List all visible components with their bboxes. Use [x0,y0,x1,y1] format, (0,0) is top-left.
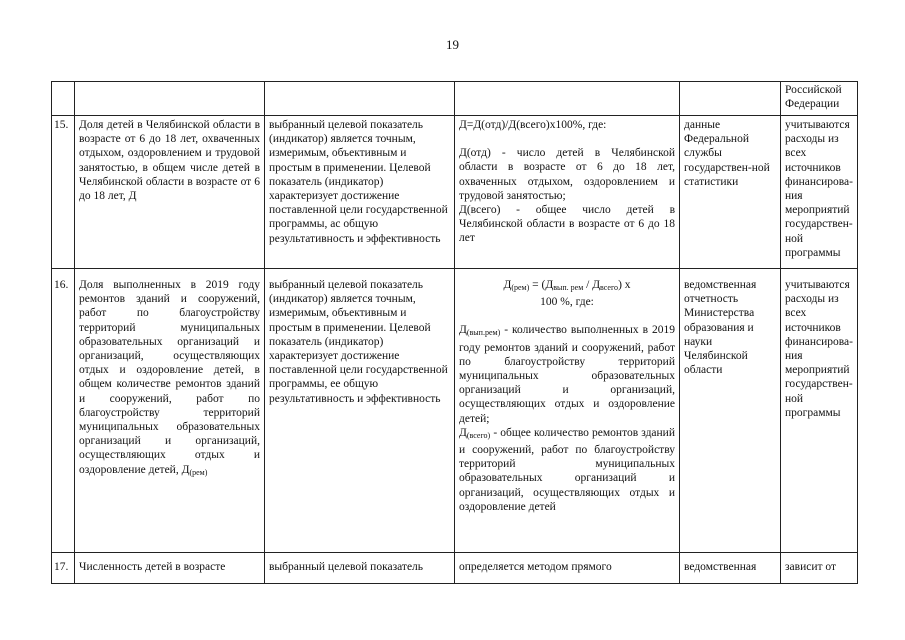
indicator-name: Доля детей в Челябинской области в возрасте от 6 до 18 лет, охваченных отдыхом, оздоровлением и трудовой занятостью, в общем числе детей в Челябинской области в возрасте от 6 до 18 лет, Д [75,116,265,269]
funding-note: учитываются расходы из всех источников финансирова-ния мероприятий государствен-ной программы [781,116,858,269]
data-source: данные Федеральной службы государствен-ной статистики [680,116,781,269]
indicator-rationale: выбранный целевой показатель (индикатор) является точным, измеримым, объективным и простым в применении. Целевой показатель (индикатор) характеризует достижение поставленной цели государственной программы, ее общую результативность и эффективность [265,269,455,553]
cell-empty [455,82,680,116]
cell-empty [680,82,781,116]
funding-note: зависит от [781,553,858,584]
cell-funding-continuation: Российской Федерации [781,82,858,116]
data-source: ведомственная [680,553,781,584]
indicator-name: Численность детей в возрасте [75,553,265,584]
formula-text: $Д_{(рем)} = (Д_{вып. рем} / Д_{всего})$ х 100 %, где: [503,279,631,309]
indicator-rationale: выбранный целевой показатель [265,553,455,584]
data-source: ведомственная отчетность Министерства образования и науки Челябинской области [680,269,781,553]
formula-definition: $Д_{(вып.рем)}$ - количество выполненных в 2019 году ремонтов зданий и сооружений, работ по благоустройству территорий муниципальных образовательных организаций и организаций, осуществляющих отдых и оздоровление детей; [459,324,675,425]
row-number: 17. [52,553,75,584]
formula-text: Д=Д(отд)/Д(всего)х100%, где: [459,119,607,131]
row-number: 15. [52,116,75,269]
indicator-formula: определяется методом прямого [455,553,680,584]
name-symbol: Д [181,463,190,476]
cell-empty [52,82,75,116]
funding-note: учитываются расходы из всех источников финансирова-ния мероприятий государствен-ной программы [781,269,858,553]
row-number: 16. [52,269,75,553]
indicator-rationale: выбранный целевой показатель (индикатор) является точным, измеримым, объективным и простым в применении. Целевой показатель (индикатор) характеризует достижение поставленной цели государственной программы, ас общую результативность и эффективность [265,116,455,269]
cell-empty [75,82,265,116]
table-row [52,116,858,269]
page-number: 19 [446,37,459,52]
formula-definition: $Д_{(всего)}$ - общее количество ремонтов зданий и сооружений, работ по благоустройству территорий муниципальных образовательных организаций и организаций, осуществляющих отдых и оздоровление детей [459,426,675,513]
indicator-table [51,81,858,584]
indicator-formula [455,116,680,269]
formula-definition: Д(всего) - общее число детей в Челябинской области в возрасте от 6 до 18 лет [459,204,675,245]
indicator-name [75,269,265,553]
name-symbol-sub: (рем) [189,467,208,477]
cell-empty [265,82,455,116]
table-row-continuation [52,82,858,116]
formula-definition: Д(отд) - число детей в Челябинской области в возрасте от 6 до 18 лет, охваченных отдыхом, оздоровлением и трудовой занятостью; [459,147,675,202]
table-row [52,553,858,584]
indicator-formula [455,269,680,553]
name-text: Доля выполненных в 2019 году ремонтов зданий и сооружений, работ по благоустройству территорий муниципальных образовательных организаций и организаций, осуществляющих отдых и оздоровление детей, в общем количестве ремонтов зданий и сооружений, работ по благоустройству территорий муниципальных образовательных организаций и организаций, осуществляющих отдых и оздоровление детей, [79,279,260,476]
table-row [52,269,858,553]
